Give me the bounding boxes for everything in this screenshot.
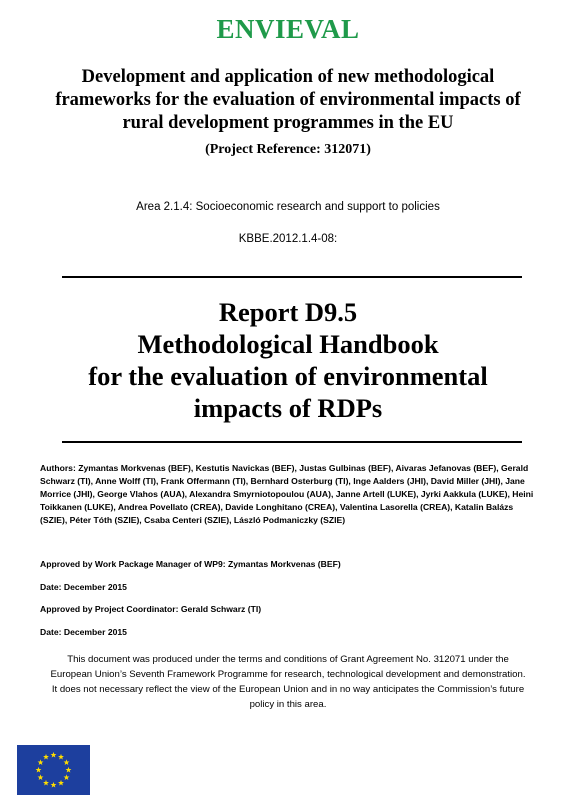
report-title-line-4: impacts of RDPs (193, 393, 383, 423)
research-area: Area 2.1.4: Socioeconomic research and support to policies (136, 201, 440, 213)
project-reference: (Project Reference: 312071) (205, 142, 371, 157)
project-subtitle: Development and application of new methodological frameworks for the evaluation of environmental impacts of rural development programmes in the EU (55, 67, 521, 133)
report-title-line-3: for the evaluation of environmental (88, 361, 488, 391)
wp-approval: Approved by Work Package Manager of WP9: Zymantas Morkvenas (BEF) (40, 559, 341, 569)
report-title-line-1: Report D9.5 (218, 297, 358, 327)
authors-list: Authors: Zymantas Morkvenas (BEF), Kestutis Navickas (BEF), Justas Gulbinas (BEF), Aivaras Jefanovas (BEF), Gerald Schwarz (TI), Anne Wolff (TI), Frank Offermann (TI), Bernhard Osterburg (TI), Inge Aalders (JHI), David Miller (JHI), Jane Morrice (JHI), George Vlahos (AUA), Alexandra Smyrniotopoulou (AUA), Janne Artell (LUKE), Jyrki Aakkula (LUKE), Heini Toikkanen (LUKE), Andrea Povellato (CREA), Davide Longhitano (CREA), Valentina Lasorella (CREA), Katalin Balázs (SZIE), Péter Tóth (SZIE), Csaba Centeri (SZIE), László Podmaniczky (SZIE) (40, 463, 534, 525)
coordinator-approval: Approved by Project Coordinator: Gerald Schwarz (TI) (40, 604, 262, 614)
project-name: ENVIEVAL (216, 14, 360, 44)
eu-flag-icon (17, 745, 90, 795)
report-title-line-2: Methodological Handbook (137, 329, 439, 359)
funding-disclaimer: This document was produced under the terms and conditions of Grant Agreement No. 312071 under the European Union’s Seventh Framework Programme for research, technological development and demonstration. It does not necessary reflect the view of the European Union and in no way anticipates the Commission’s future policy in this area. (50, 654, 526, 710)
wp-approval-date: Date: December 2015 (40, 582, 127, 592)
report-title (20, 296, 556, 424)
call-code: KBBE.2012.1.4-08: (238, 233, 338, 245)
coordinator-approval-date: Date: December 2015 (40, 627, 127, 637)
top-divider (62, 276, 522, 278)
bottom-divider (62, 441, 522, 443)
